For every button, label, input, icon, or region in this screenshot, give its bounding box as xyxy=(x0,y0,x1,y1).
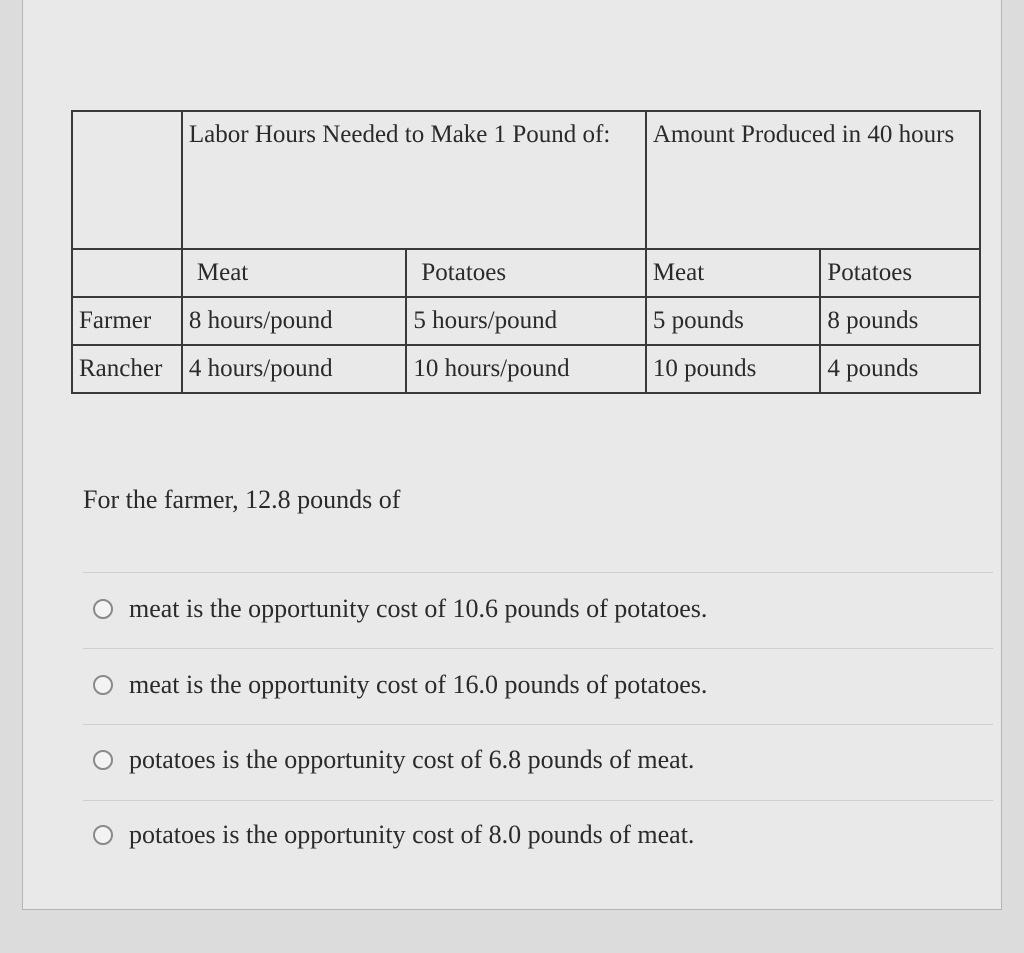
subheader-labor-potatoes: Potatoes xyxy=(406,249,645,297)
table-header-row xyxy=(72,111,980,249)
table-cell: 5 pounds xyxy=(646,297,821,345)
table-cell: 5 hours/pound xyxy=(406,297,645,345)
radio-button-icon[interactable] xyxy=(93,825,113,845)
answer-option-label: meat is the opportunity cost of 16.0 pounds of potatoes. xyxy=(129,670,708,699)
amount-produced-header: Amount Produced in 40 hours xyxy=(646,111,980,249)
radio-button-icon[interactable] xyxy=(93,675,113,695)
divider xyxy=(83,572,993,573)
table-cell: 8 pounds xyxy=(820,297,980,345)
answer-option-label: potatoes is the opportunity cost of 8.0 pounds of meat. xyxy=(129,820,695,849)
answer-option-label: meat is the opportunity cost of 10.6 pounds of potatoes. xyxy=(129,594,708,623)
subheader-labor-meat: Meat xyxy=(182,249,406,297)
table-corner-cell xyxy=(72,249,182,297)
table-cell: 10 pounds xyxy=(646,345,821,393)
table-cell: 10 hours/pound xyxy=(406,345,645,393)
answer-option-label: potatoes is the opportunity cost of 6.8 pounds of meat. xyxy=(129,745,695,774)
question-text: For the farmer, 12.8 pounds of xyxy=(83,485,401,514)
table-cell: 4 hours/pound xyxy=(182,345,406,393)
radio-button-icon[interactable] xyxy=(93,599,113,619)
production-table xyxy=(71,110,981,394)
subheader-amount-potatoes: Potatoes xyxy=(820,249,980,297)
row-label-rancher: Rancher xyxy=(72,345,182,393)
divider xyxy=(83,648,993,649)
table-subheader-row xyxy=(72,249,980,297)
answer-option-3[interactable] xyxy=(93,745,694,775)
table-cell: 8 hours/pound xyxy=(182,297,406,345)
radio-button-icon[interactable] xyxy=(93,750,113,770)
question-card xyxy=(22,0,1002,910)
table-cell: 4 pounds xyxy=(820,345,980,393)
row-label-farmer: Farmer xyxy=(72,297,182,345)
answer-option-1[interactable] xyxy=(93,594,707,624)
table-row xyxy=(72,345,980,393)
subheader-amount-meat: Meat xyxy=(646,249,821,297)
labor-hours-header: Labor Hours Needed to Make 1 Pound of: xyxy=(182,111,646,249)
answer-option-4[interactable] xyxy=(93,820,694,850)
table-corner-cell xyxy=(72,111,182,249)
divider xyxy=(83,724,993,725)
table-row xyxy=(72,297,980,345)
answer-option-2[interactable] xyxy=(93,670,707,700)
divider xyxy=(83,800,993,801)
